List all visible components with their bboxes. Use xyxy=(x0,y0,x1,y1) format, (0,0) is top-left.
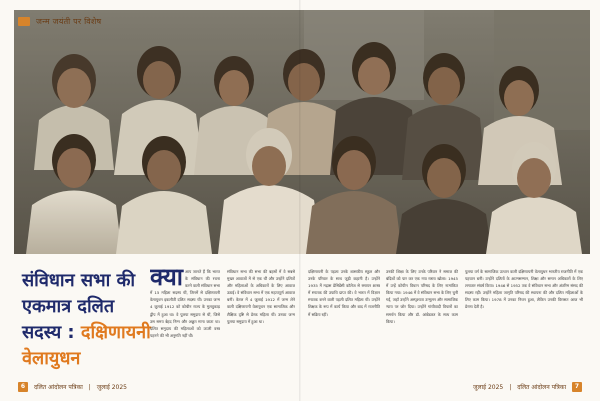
group-photo xyxy=(14,10,590,254)
drop-cap: क्या xyxy=(150,268,183,291)
section-label xyxy=(18,14,101,28)
headline-accent-name: दक्षिणायनी xyxy=(80,322,151,343)
body-column-1 xyxy=(150,268,220,376)
headline-line-1: संविधान सभा की xyxy=(22,270,136,291)
section-marker-icon xyxy=(18,17,30,26)
headline-line-3a: सदस्य : xyxy=(22,322,81,343)
group-photo-illustration xyxy=(14,10,590,254)
headline-line-4: वेलायुधन xyxy=(22,348,81,369)
body-column-3: दक्षिणायनी के पहला उनके शासकीय स्कूल और उनके परिवार के साथ जुड़ी कहानी है। उन्होंने 1935 में मद्रास प्रेसिडेंसी कॉलेज से रसायन शास्त्र में स्नातक की उपाधि प्राप्त की। वे भारत में विज्ञान स्नातक बनने वाली पहली दलित महिला थीं। उन्होंने शिक्षक के रूप में कार्य किया और बाद में राजनीति में सक्रिय रहीं। xyxy=(308,269,380,317)
footer-right: जुलाई 2025 | दलित आंदोलन पत्रिका 7 xyxy=(473,382,582,392)
footer-right-title: दलित आंदोलन पत्रिका xyxy=(517,384,566,391)
body-column-5: पुलया वर्ग के सामाजिक उत्थान वाली दक्षिणायनी वेलायुधन भारतीय राजनीति में एक पहचान बनीं। उन्होंने दलितों के आत्मसम्मान, शिक्षा और समान अधिकारों के लिए लगातार संघर्ष किया। 1946 से 1952 तक वे संविधान सभा और अंतरिम संसद की सदस्य रहीं। उन्होंने महिला जागृति परिषद की स्थापना की और दलित महिलाओं के लिए काम किया। 1978 में उनका निधन हुआ, लेकिन उनकी विरासत आज भी प्रेरणा देती है। xyxy=(465,269,583,310)
page-gutter xyxy=(299,0,301,401)
headline-line-2: एकमात्र दलित xyxy=(22,296,115,317)
section-label-text: जन्म जयंती पर विशेष xyxy=(36,16,102,26)
body-column-2: संविधान सभा की सभा की बहसों में वे सबसे मुखर आवाजों में से एक थीं और उन्होंने दलितों और महिलाओं के अधिकारों के लिए आवाज उठाई। वे संविधान सभा में एक महत्वपूर्ण आवाज बनीं। केरल में 4 जुलाई 1912 में जन्म लेने वाली दक्षिणायनी वेलायुधन एक सामाजिक और शैक्षिक दृष्टि से प्रेरक महिला थीं। उनका जन्म पुलया समुदाय में हुआ था। xyxy=(227,269,295,324)
body-column-4: उनकी शिक्षा के लिए उनके परिवार ने समाज की बंदिशों को पार कर एक नया रास्ता खोला। 1945 में उन्हें कोचीन विधान परिषद के लिए नामांकित किया गया। 1946 में वे संविधान सभा के लिए चुनी गईं, जहाँ उन्होंने अस्पृश्यता उन्मूलन और सामाजिक न्याय पर जोर दिया। उन्होंने गांधीवादी विचारों का समर्थन किया और डॉ. आंबेडकर के साथ काम किया। xyxy=(386,269,458,324)
page-number-left: 6 xyxy=(18,382,28,392)
body-column-1-text: आप जानते हैं कि भारत के संविधान की रचना करने वाली संविधान सभा में 15 महिला सदस्य थीं, जिनमें से दक्षिणायनी वेलायुधन इकलौती दलित सदस्य थीं। उनका जन्म 4 जुलाई 1912 को कोचीन राज्य के मुलवुकाड़ द्वीप में हुआ था। वे पुलया समुदाय से थीं, जिसे उस समय बेहद निम्न और अछूत माना जाता था। दलित समुदाय की महिलाओं को ऊपरी वस्त्र पहनने की भी अनुमति नहीं थी। xyxy=(150,269,220,338)
page-number-right: 7 xyxy=(572,382,582,392)
footer-left-title: दलित आंदोलन पत्रिका xyxy=(34,384,83,391)
footer-right-issue: जुलाई 2025 xyxy=(473,384,504,391)
footer-left: 6 दलित आंदोलन पत्रिका | जुलाई 2025 xyxy=(18,382,127,392)
footer-left-issue: जुलाई 2025 xyxy=(96,384,127,391)
